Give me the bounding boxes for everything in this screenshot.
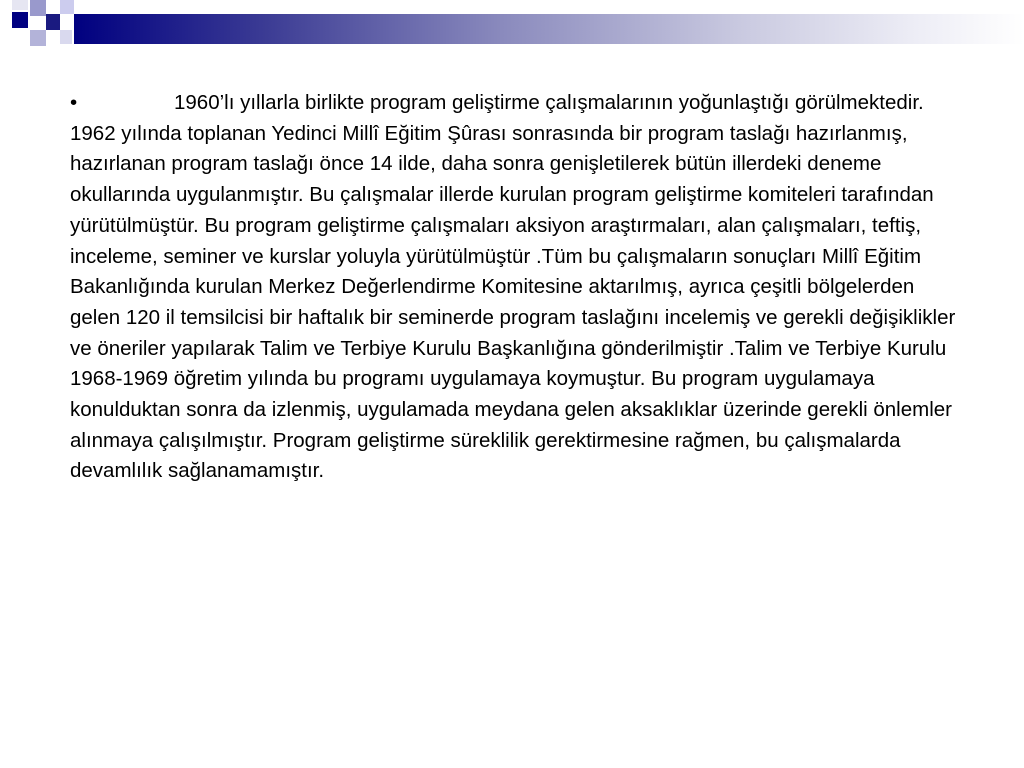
bullet-paragraph — [70, 88, 970, 487]
decorative-square — [46, 14, 60, 30]
decorative-square — [60, 0, 74, 14]
header-gradient-bar — [74, 14, 1024, 44]
decorative-square — [30, 0, 46, 16]
decorative-square — [12, 12, 28, 28]
bullet-icon: • — [70, 91, 78, 114]
slide-body — [70, 88, 970, 487]
decorative-square — [12, 0, 28, 10]
decorative-square — [60, 30, 72, 44]
decorative-square — [30, 30, 46, 46]
paragraph-text: 1960’lı yıllarla birlikte program geliştirme çalışmalarının yoğunlaştığı görülmektedir. 1962 yılında toplanan Yedinci Millî Eğitim Şûrası sonrasında bir program taslağı hazırlanmış, hazırlanan program taslağı önce 14 ilde, daha sonra genişletilerek bütün illerdeki deneme okullarında uygulanmıştır. Bu çalışmalar illerde kurulan program geliştirme komiteleri tarafından yürütülmüştür. Bu program geliştirme çalışmaları aksiyon araştırmaları, alan çalışmaları, teftiş, inceleme, seminer ve kurslar yoluyla yürütülmüştür .Tüm bu çalışmaların sonuçları Millî Eğitim Bakanlığında kurulan Merkez Değerlendirme Komitesine aktarılmış, ayrıca çeşitli bölgelerden gelen 120 il temsilcisi bir haftalık bir seminerde program taslağını incelemiş ve gerekli değişiklikler ve öneriler yapılarak Talim ve Terbiye Kurulu Başkanlığına gönderilmiştir .Talim ve Terbiye Kurulu 1968-1969 öğretim yılında bu programı uygulamaya koymuştur. Bu program uygulamaya konulduktan sonra da izlenmiş, uygulamada meydana gelen aksaklıklar üzerinde gerekli önlemler alınmaya çalışılmıştır. Program geliştirme süreklilik gerektirmesine rağmen, bu çalışmalarda devamlılık sağlanamamıştır. — [70, 91, 956, 483]
